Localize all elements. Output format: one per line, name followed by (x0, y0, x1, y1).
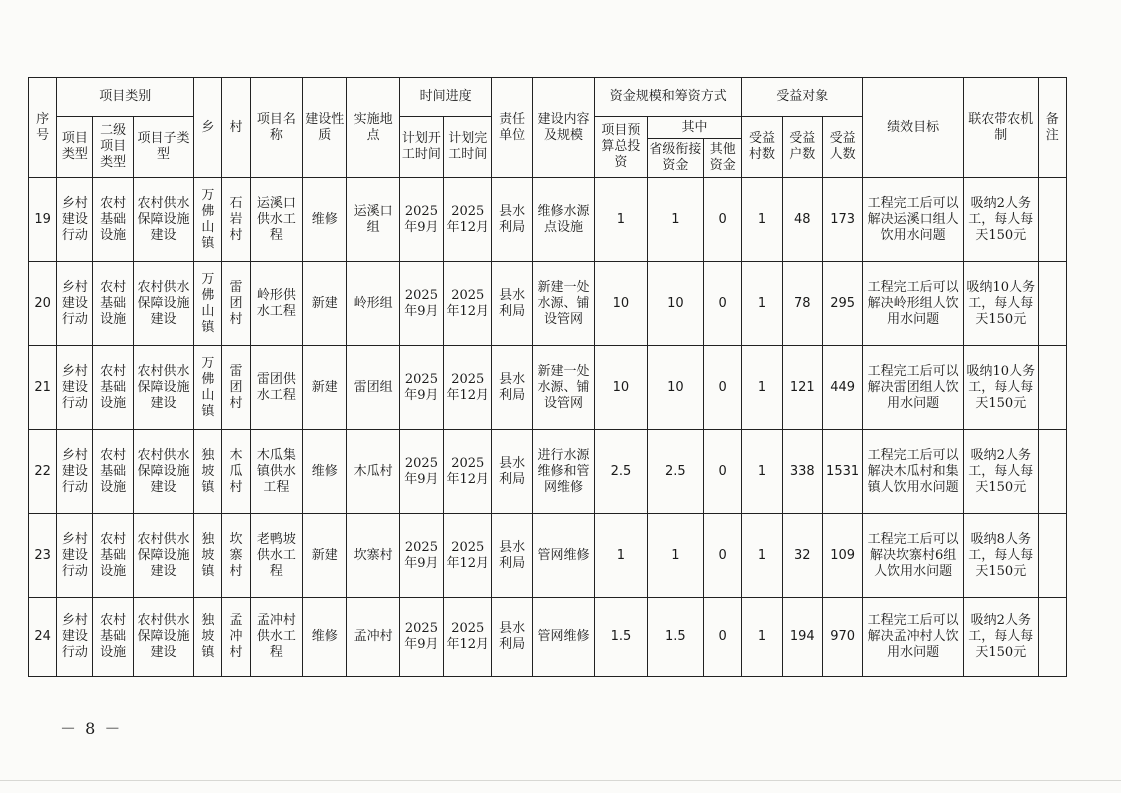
cell-people: 109 (822, 514, 862, 598)
table-row (29, 178, 1067, 262)
cell-start: 2025年9月 (399, 598, 443, 677)
header-jihua-wangong: 计划完工时间 (444, 117, 492, 178)
header-zijin-guimo: 资金规模和筹资方式 (595, 78, 742, 117)
cell-mechanism: 吸纳2人务工，每人每天150元 (964, 598, 1039, 677)
cell-start: 2025年9月 (399, 262, 443, 346)
cell-goal: 工程完工后可以解决孟冲村人饮用水问题 (863, 598, 964, 677)
header-shijian-jindu: 时间进度 (399, 78, 492, 117)
cell-subtype: 农村供水保障设施建设 (133, 430, 193, 514)
cell-goal: 工程完工后可以解决坎寨村6组人饮用水问题 (863, 514, 964, 598)
cell-note (1038, 598, 1066, 677)
header-jianshe-xingzhi: 建设性质 (303, 78, 347, 178)
cell-villages: 1 (742, 262, 782, 346)
header-beizhu: 备注 (1038, 78, 1066, 178)
cell-name: 木瓜集镇供水工程 (250, 430, 302, 514)
header-shengji-xianjie: 省级衔接资金 (647, 139, 703, 178)
cell-xiang: 万佛山镇 (194, 346, 222, 430)
cell-nature: 新建 (303, 346, 347, 430)
header-shouyi-renshu: 受益人数 (822, 117, 862, 178)
cell-name: 雷团供水工程 (250, 346, 302, 430)
cell-subtype: 农村供水保障设施建设 (133, 514, 193, 598)
cell-villages: 1 (742, 346, 782, 430)
cell-type2: 农村基础设施 (93, 178, 133, 262)
cell-type: 乡村建设行动 (57, 514, 93, 598)
header-liannong-jizhi: 联农带农机制 (964, 78, 1039, 178)
cell-cun: 雷团村 (222, 262, 250, 346)
table-row (29, 346, 1067, 430)
cell-subtype: 农村供水保障设施建设 (133, 262, 193, 346)
cell-mechanism: 吸纳8人务工，每人每天150元 (964, 514, 1039, 598)
cell-end: 2025年12月 (444, 346, 492, 430)
cell-end: 2025年12月 (444, 598, 492, 677)
cell-place: 岭形组 (347, 262, 399, 346)
cell-cun: 木瓜村 (222, 430, 250, 514)
header-shouyi-hushu: 受益户数 (782, 117, 822, 178)
cell-place: 坎寨村 (347, 514, 399, 598)
header-shouyi-cunshu: 受益村数 (742, 117, 782, 178)
cell-other: 0 (704, 346, 742, 430)
cell-total: 10 (595, 262, 647, 346)
cell-note (1038, 514, 1066, 598)
cell-people: 173 (822, 178, 862, 262)
cell-cun: 石岩村 (222, 178, 250, 262)
cell-unit: 县水利局 (492, 598, 532, 677)
cell-no: 21 (29, 346, 57, 430)
header-jianshe-neirong: 建设内容及规模 (532, 78, 594, 178)
cell-name: 孟冲村供水工程 (250, 598, 302, 677)
header-shishi-didian: 实施地点 (347, 78, 399, 178)
cell-total: 1 (595, 178, 647, 262)
cell-mechanism: 吸纳2人务工，每人每天150元 (964, 178, 1039, 262)
cell-content: 维修水源点设施 (532, 178, 594, 262)
cell-total: 1 (595, 514, 647, 598)
table-row (29, 514, 1067, 598)
header-xiangmu-leixing: 项目类型 (57, 117, 93, 178)
cell-cun: 雷团村 (222, 346, 250, 430)
cell-nature: 新建 (303, 262, 347, 346)
cell-xiang: 独坡镇 (194, 430, 222, 514)
cell-cun: 孟冲村 (222, 598, 250, 677)
cell-end: 2025年12月 (444, 514, 492, 598)
cell-start: 2025年9月 (399, 514, 443, 598)
cell-place: 孟冲村 (347, 598, 399, 677)
cell-provincial: 2.5 (647, 430, 703, 514)
header-xuhao: 序号 (29, 78, 57, 178)
cell-type: 乡村建设行动 (57, 262, 93, 346)
cell-goal: 工程完工后可以解决岭形组人饮用水问题 (863, 262, 964, 346)
header-shouyi-duixiang: 受益对象 (742, 78, 863, 117)
cell-nature: 维修 (303, 598, 347, 677)
table-row (29, 598, 1067, 677)
project-table (28, 77, 1067, 677)
cell-type: 乡村建设行动 (57, 430, 93, 514)
header-xiangmu-leibie: 项目类别 (57, 78, 194, 117)
cell-note (1038, 262, 1066, 346)
header-xiangmu-zi-leixing: 项目子类型 (133, 117, 193, 178)
cell-goal: 工程完工后可以解决木瓜村和集镇人饮用水问题 (863, 430, 964, 514)
cell-cun: 坎寨村 (222, 514, 250, 598)
page-number: － 8 － (60, 719, 123, 738)
cell-xiang: 万佛山镇 (194, 262, 222, 346)
cell-households: 78 (782, 262, 822, 346)
cell-provincial: 1.5 (647, 598, 703, 677)
header-jihua-kaigong: 计划开工时间 (399, 117, 443, 178)
scan-edge-line (0, 780, 1121, 781)
cell-nature: 新建 (303, 514, 347, 598)
cell-total: 10 (595, 346, 647, 430)
cell-unit: 县水利局 (492, 178, 532, 262)
cell-end: 2025年12月 (444, 178, 492, 262)
header-qita-zijin: 其他资金 (704, 139, 742, 178)
cell-content: 新建一处水源、铺设管网 (532, 262, 594, 346)
cell-unit: 县水利局 (492, 430, 532, 514)
cell-other: 0 (704, 514, 742, 598)
header-xiang: 乡 (194, 78, 222, 178)
cell-villages: 1 (742, 430, 782, 514)
cell-xiang: 独坡镇 (194, 514, 222, 598)
cell-type2: 农村基础设施 (93, 514, 133, 598)
cell-households: 121 (782, 346, 822, 430)
cell-nature: 维修 (303, 430, 347, 514)
cell-name: 运溪口供水工程 (250, 178, 302, 262)
cell-people: 449 (822, 346, 862, 430)
cell-start: 2025年9月 (399, 430, 443, 514)
header-cun: 村 (222, 78, 250, 178)
cell-place: 雷团组 (347, 346, 399, 430)
cell-nature: 维修 (303, 178, 347, 262)
cell-provincial: 10 (647, 262, 703, 346)
cell-mechanism: 吸纳2人务工，每人每天150元 (964, 430, 1039, 514)
cell-start: 2025年9月 (399, 178, 443, 262)
cell-type: 乡村建设行动 (57, 598, 93, 677)
header-zeren-danwei: 责任单位 (492, 78, 532, 178)
header-erji-xiangmu-leixing: 二级项目类型 (93, 117, 133, 178)
cell-total: 1.5 (595, 598, 647, 677)
cell-no: 24 (29, 598, 57, 677)
cell-provincial: 10 (647, 346, 703, 430)
cell-unit: 县水利局 (492, 262, 532, 346)
cell-other: 0 (704, 178, 742, 262)
cell-no: 22 (29, 430, 57, 514)
cell-villages: 1 (742, 178, 782, 262)
cell-other: 0 (704, 430, 742, 514)
cell-name: 老鸭坡供水工程 (250, 514, 302, 598)
cell-place: 运溪口组 (347, 178, 399, 262)
cell-no: 20 (29, 262, 57, 346)
cell-households: 32 (782, 514, 822, 598)
cell-xiang: 独坡镇 (194, 598, 222, 677)
cell-type: 乡村建设行动 (57, 346, 93, 430)
cell-households: 194 (782, 598, 822, 677)
cell-place: 木瓜村 (347, 430, 399, 514)
header-jixiao-mubiao: 绩效目标 (863, 78, 964, 178)
cell-note (1038, 346, 1066, 430)
cell-households: 338 (782, 430, 822, 514)
cell-other: 0 (704, 598, 742, 677)
cell-unit: 县水利局 (492, 346, 532, 430)
cell-no: 23 (29, 514, 57, 598)
cell-type2: 农村基础设施 (93, 598, 133, 677)
cell-villages: 1 (742, 598, 782, 677)
table-row (29, 430, 1067, 514)
cell-end: 2025年12月 (444, 262, 492, 346)
table-row (29, 262, 1067, 346)
cell-type2: 农村基础设施 (93, 430, 133, 514)
cell-no: 19 (29, 178, 57, 262)
cell-type2: 农村基础设施 (93, 262, 133, 346)
cell-people: 295 (822, 262, 862, 346)
cell-unit: 县水利局 (492, 514, 532, 598)
cell-content: 新建一处水源、铺设管网 (532, 346, 594, 430)
cell-content: 管网维修 (532, 598, 594, 677)
cell-other: 0 (704, 262, 742, 346)
cell-people: 970 (822, 598, 862, 677)
header-xiangmu-mingcheng: 项目名称 (250, 78, 302, 178)
cell-villages: 1 (742, 514, 782, 598)
cell-xiang: 万佛山镇 (194, 178, 222, 262)
cell-type2: 农村基础设施 (93, 346, 133, 430)
cell-households: 48 (782, 178, 822, 262)
cell-content: 进行水源维修和管网维修 (532, 430, 594, 514)
cell-content: 管网维修 (532, 514, 594, 598)
cell-name: 岭形供水工程 (250, 262, 302, 346)
cell-note (1038, 178, 1066, 262)
cell-type: 乡村建设行动 (57, 178, 93, 262)
cell-provincial: 1 (647, 178, 703, 262)
header-xiangmu-yusuan: 项目预算总投资 (595, 117, 647, 178)
cell-subtype: 农村供水保障设施建设 (133, 598, 193, 677)
cell-subtype: 农村供水保障设施建设 (133, 178, 193, 262)
cell-mechanism: 吸纳10人务工，每人每天150元 (964, 346, 1039, 430)
header-row-1 (29, 78, 1067, 117)
cell-provincial: 1 (647, 514, 703, 598)
cell-start: 2025年9月 (399, 346, 443, 430)
cell-mechanism: 吸纳10人务工，每人每天150元 (964, 262, 1039, 346)
cell-goal: 工程完工后可以解决运溪口组人饮用水问题 (863, 178, 964, 262)
cell-total: 2.5 (595, 430, 647, 514)
cell-people: 1531 (822, 430, 862, 514)
cell-note (1038, 430, 1066, 514)
header-qizhong: 其中 (647, 117, 742, 139)
cell-goal: 工程完工后可以解决雷团组人饮用水问题 (863, 346, 964, 430)
cell-end: 2025年12月 (444, 430, 492, 514)
cell-subtype: 农村供水保障设施建设 (133, 346, 193, 430)
